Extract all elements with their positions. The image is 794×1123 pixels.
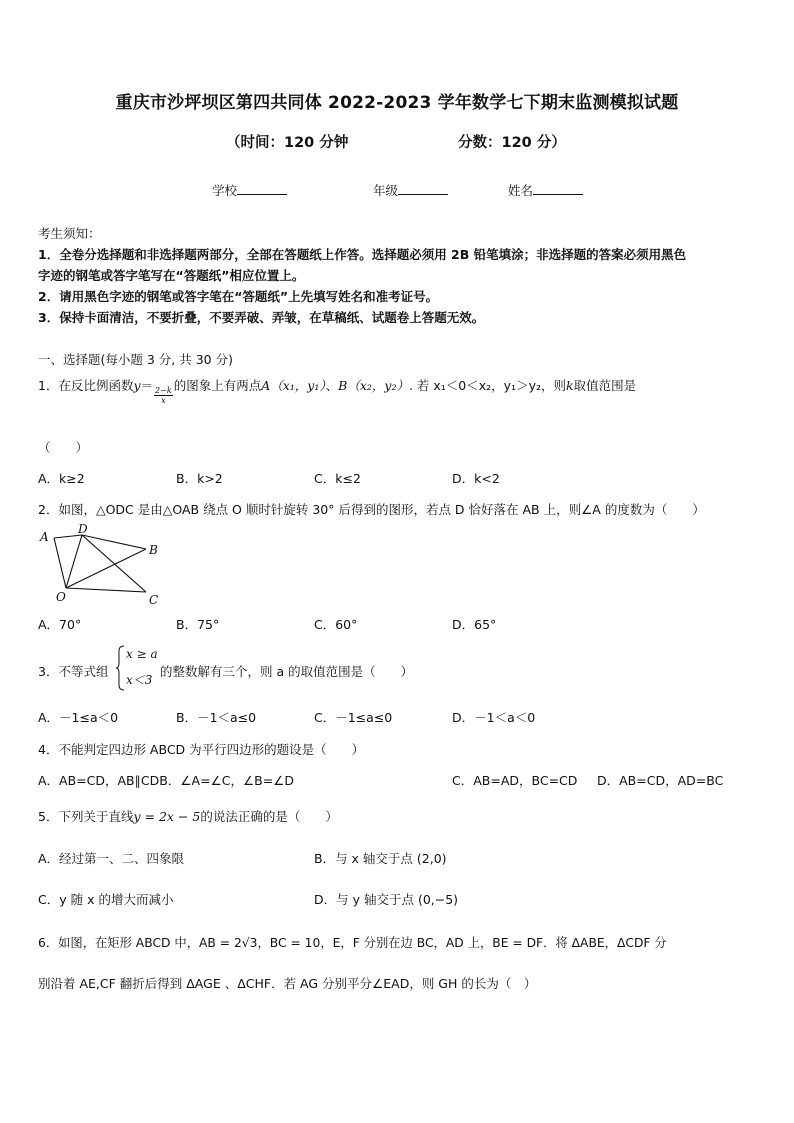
notice-line: 3．保持卡面清洁，不要折叠，不要弄破、弄皱，在草稿纸、试题卷上答题无效。 <box>38 310 485 325</box>
option-c: C．y 随 x 的增大而减小 <box>38 892 174 907</box>
notice-heading: 考生须知： <box>38 226 101 241</box>
label-C: C <box>149 593 159 607</box>
option-c: C．AB=AD，BC=CD <box>452 773 578 788</box>
school-field <box>212 181 287 199</box>
option-c: C．k≤2 <box>314 471 361 486</box>
option-d: D．－1＜a＜0 <box>452 710 536 725</box>
notice-line: 1．全卷分选择题和非选择题两部分，全部在答题纸上作答。选择题必须用 2B 铅笔填涂；非选择题的答案必须用黑色 <box>38 247 687 262</box>
option-b: B．－1＜a≤0 <box>176 710 257 725</box>
option-d: D．k<2 <box>452 471 500 486</box>
label-D: D <box>78 524 88 536</box>
question-3-prefix: 3．不等式组 <box>38 664 109 679</box>
question-1: 1．在反比例函数y＝ $\frac{2-k}{x}$ 的图象上有两点A（x₁，y₁）、B（x₂，y₂）. 若 x₁＜0＜x₂，y₁＞y₂，则k取值范围是 <box>38 378 637 405</box>
option-b: B．与 x 轴交于点 (2,0) <box>314 851 447 866</box>
option-c: C．－1≤a≤0 <box>314 710 393 725</box>
school-blank <box>237 182 287 195</box>
brace-icon <box>116 645 126 691</box>
label-A: A <box>40 530 49 544</box>
answer-paren: （ ） <box>38 440 89 455</box>
name-blank <box>533 182 583 195</box>
segment-OD <box>66 535 82 588</box>
grade-field <box>373 181 448 199</box>
exam-score: 分数：120 分） <box>458 135 566 151</box>
notice-line: 2．请用黑色字迹的钢笔或答字笔在“答题纸”上先填写姓名和准考证号。 <box>38 289 439 304</box>
label-O: O <box>56 590 66 604</box>
option-a: A．k≥2 <box>38 471 85 486</box>
inequality-system <box>116 645 166 691</box>
name-label: 姓名 <box>508 183 534 198</box>
question-3-tail: 的整数解有三个，则 a 的取值范围是（ ） <box>160 664 414 679</box>
option-a: A．经过第一、二、四象限 <box>38 851 185 866</box>
exam-title: 重庆市沙坪坝区第四共同体 2022-2023 学年数学七下期末监测模拟试题 <box>115 93 679 113</box>
option-d: D．65° <box>452 617 497 632</box>
option-c: C．60° <box>314 617 358 632</box>
notice-line: 字迹的钢笔或答字笔写在“答题纸”相应位置上。 <box>38 268 305 283</box>
option-b: B．75° <box>176 617 220 632</box>
question-5: 5．下列关于直线y = 2x − 5的说法正确的是（ ） <box>38 809 338 824</box>
question-6-line-1: 6．如图，在矩形 ABCD 中，AB = 2√3，BC = 10，E，F 分别在边 BC，AD 上，BE = DF．将 ΔABE，ΔCDF 分 <box>38 936 667 950</box>
option-d: D．与 y 轴交于点 (0,−5) <box>314 892 459 907</box>
inequality-line-1: x ≥ a <box>126 647 158 661</box>
option-a: A．70° <box>38 617 82 632</box>
question-4: 4．不能判定四边形 ABCD 为平行四边形的题设是（ ） <box>38 742 365 757</box>
segment-DC <box>82 535 146 592</box>
school-label: 学校 <box>212 183 238 198</box>
segment-AO <box>54 538 66 588</box>
inequality-line-2: x＜3 <box>126 673 153 687</box>
section-title: 一、选择题(每小题 3 分, 共 30 分) <box>38 352 233 367</box>
question-6-line-2: 别沿着 AE,CF 翻折后得到 ΔAGE 、ΔCHF．若 AG 分别平分∠EAD，则 GH 的长为（ ） <box>38 976 537 991</box>
label-B: B <box>149 543 158 557</box>
option-b: B．k>2 <box>176 471 223 486</box>
segment-DB <box>82 535 146 549</box>
option-ab: A．AB=CD，AB∥CDB．∠A=∠C，∠B=∠D <box>38 773 295 788</box>
grade-blank <box>398 182 448 195</box>
option-a: A．－1≤a＜0 <box>38 710 119 725</box>
rotation-diagram <box>36 524 176 608</box>
segment-OB <box>66 549 146 588</box>
grade-label: 年级 <box>373 183 399 198</box>
segment-OC <box>66 588 146 592</box>
fraction: $\frac{2-k}{x}$ <box>155 386 172 405</box>
exam-time: （时间：120 分钟 <box>226 135 349 151</box>
name-field <box>508 181 583 199</box>
question-2: 2．如图，△ODC 是由△OAB 绕点 O 顺时针旋转 30° 后得到的图形，若点 D 恰好落在 AB 上，则∠A 的度数为（ ） <box>38 502 705 517</box>
option-d: D．AB=CD，AD=BC <box>597 773 724 788</box>
